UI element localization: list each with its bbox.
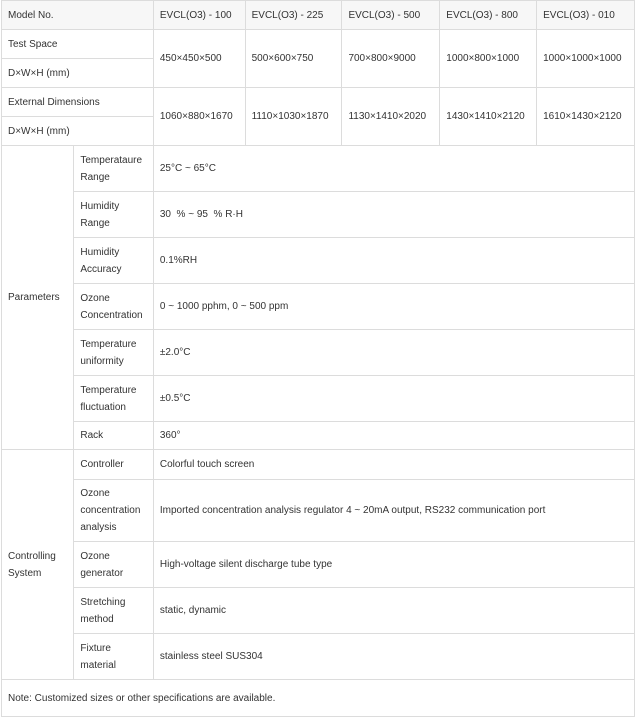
parameter-name: Rack xyxy=(74,422,154,450)
controlling-value: Imported concentration analysis regulator 4 ~ 20mA output, RS232 communication port xyxy=(153,480,634,542)
parameter-value: 25°C ~ 65°C xyxy=(153,146,634,192)
controlling-value: static, dynamic xyxy=(153,588,634,634)
controlling-system-label: Controlling System xyxy=(2,450,74,680)
test-space-value-010: 1000×1000×1000 xyxy=(537,30,635,88)
controlling-name: Ozone generator xyxy=(74,542,154,588)
controlling-value: stainless steel SUS304 xyxy=(153,634,634,680)
parameter-row xyxy=(2,192,635,238)
external-dimensions-value-800: 1430×1410×2120 xyxy=(440,88,537,146)
test-space-value-100: 450×450×500 xyxy=(153,30,245,88)
parameter-row xyxy=(2,330,635,376)
controlling-row xyxy=(2,542,635,588)
parameter-value: ±0.5°C xyxy=(153,376,634,422)
note-text: Note: Customized sizes or other specifications are available. xyxy=(2,680,635,717)
test-space-sublabel: D×W×H (mm) xyxy=(2,59,154,88)
parameter-row xyxy=(2,146,635,192)
controlling-name: Controller xyxy=(74,450,154,480)
controlling-name: Ozone concentration analysis xyxy=(74,480,154,542)
parameter-name: Humidity Range xyxy=(74,192,154,238)
parameter-name: Temperature uniformity xyxy=(74,330,154,376)
controlling-row xyxy=(2,588,635,634)
controlling-name: Fixture material xyxy=(74,634,154,680)
test-space-value-225: 500×600×750 xyxy=(245,30,342,88)
model-010: EVCL(O3) - 010 xyxy=(537,1,635,30)
model-100: EVCL(O3) - 100 xyxy=(153,1,245,30)
controlling-value: Colorful touch screen xyxy=(153,450,634,480)
external-dimensions-row xyxy=(2,88,635,117)
spec-table xyxy=(1,0,635,717)
note-row xyxy=(2,680,635,717)
test-space-row xyxy=(2,30,635,59)
parameter-name: Ozone Concentration xyxy=(74,284,154,330)
external-dimensions-value-225: 1110×1030×1870 xyxy=(245,88,342,146)
parameter-value: 360° xyxy=(153,422,634,450)
parameters-label: Parameters xyxy=(2,146,74,450)
parameter-row xyxy=(2,422,635,450)
parameter-name: Temperataure Range xyxy=(74,146,154,192)
parameter-row xyxy=(2,238,635,284)
controlling-row xyxy=(2,450,635,480)
parameter-value: ±2.0°C xyxy=(153,330,634,376)
parameter-value: 30 % ~ 95 % R·H xyxy=(153,192,634,238)
parameter-name: Temperature fluctuation xyxy=(74,376,154,422)
parameter-value: 0 ~ 1000 pphm, 0 ~ 500 ppm xyxy=(153,284,634,330)
test-space-value-500: 700×800×9000 xyxy=(342,30,440,88)
header-row xyxy=(2,1,635,30)
controlling-value: High-voltage silent discharge tube type xyxy=(153,542,634,588)
model-500: EVCL(O3) - 500 xyxy=(342,1,440,30)
parameter-row xyxy=(2,376,635,422)
test-space-value-800: 1000×800×1000 xyxy=(440,30,537,88)
model-800: EVCL(O3) - 800 xyxy=(440,1,537,30)
external-dimensions-value-010: 1610×1430×2120 xyxy=(537,88,635,146)
parameter-row xyxy=(2,284,635,330)
external-dimensions-value-500: 1130×1410×2020 xyxy=(342,88,440,146)
external-dimensions-label: External Dimensions xyxy=(2,88,154,117)
model-no-label: Model No. xyxy=(2,1,154,30)
controlling-row xyxy=(2,634,635,680)
controlling-name: Stretching method xyxy=(74,588,154,634)
parameter-name: Humidity Accuracy xyxy=(74,238,154,284)
parameter-value: 0.1%RH xyxy=(153,238,634,284)
model-225: EVCL(O3) - 225 xyxy=(245,1,342,30)
controlling-row xyxy=(2,480,635,542)
external-dimensions-sublabel: D×W×H (mm) xyxy=(2,117,154,146)
external-dimensions-value-100: 1060×880×1670 xyxy=(153,88,245,146)
test-space-label: Test Space xyxy=(2,30,154,59)
